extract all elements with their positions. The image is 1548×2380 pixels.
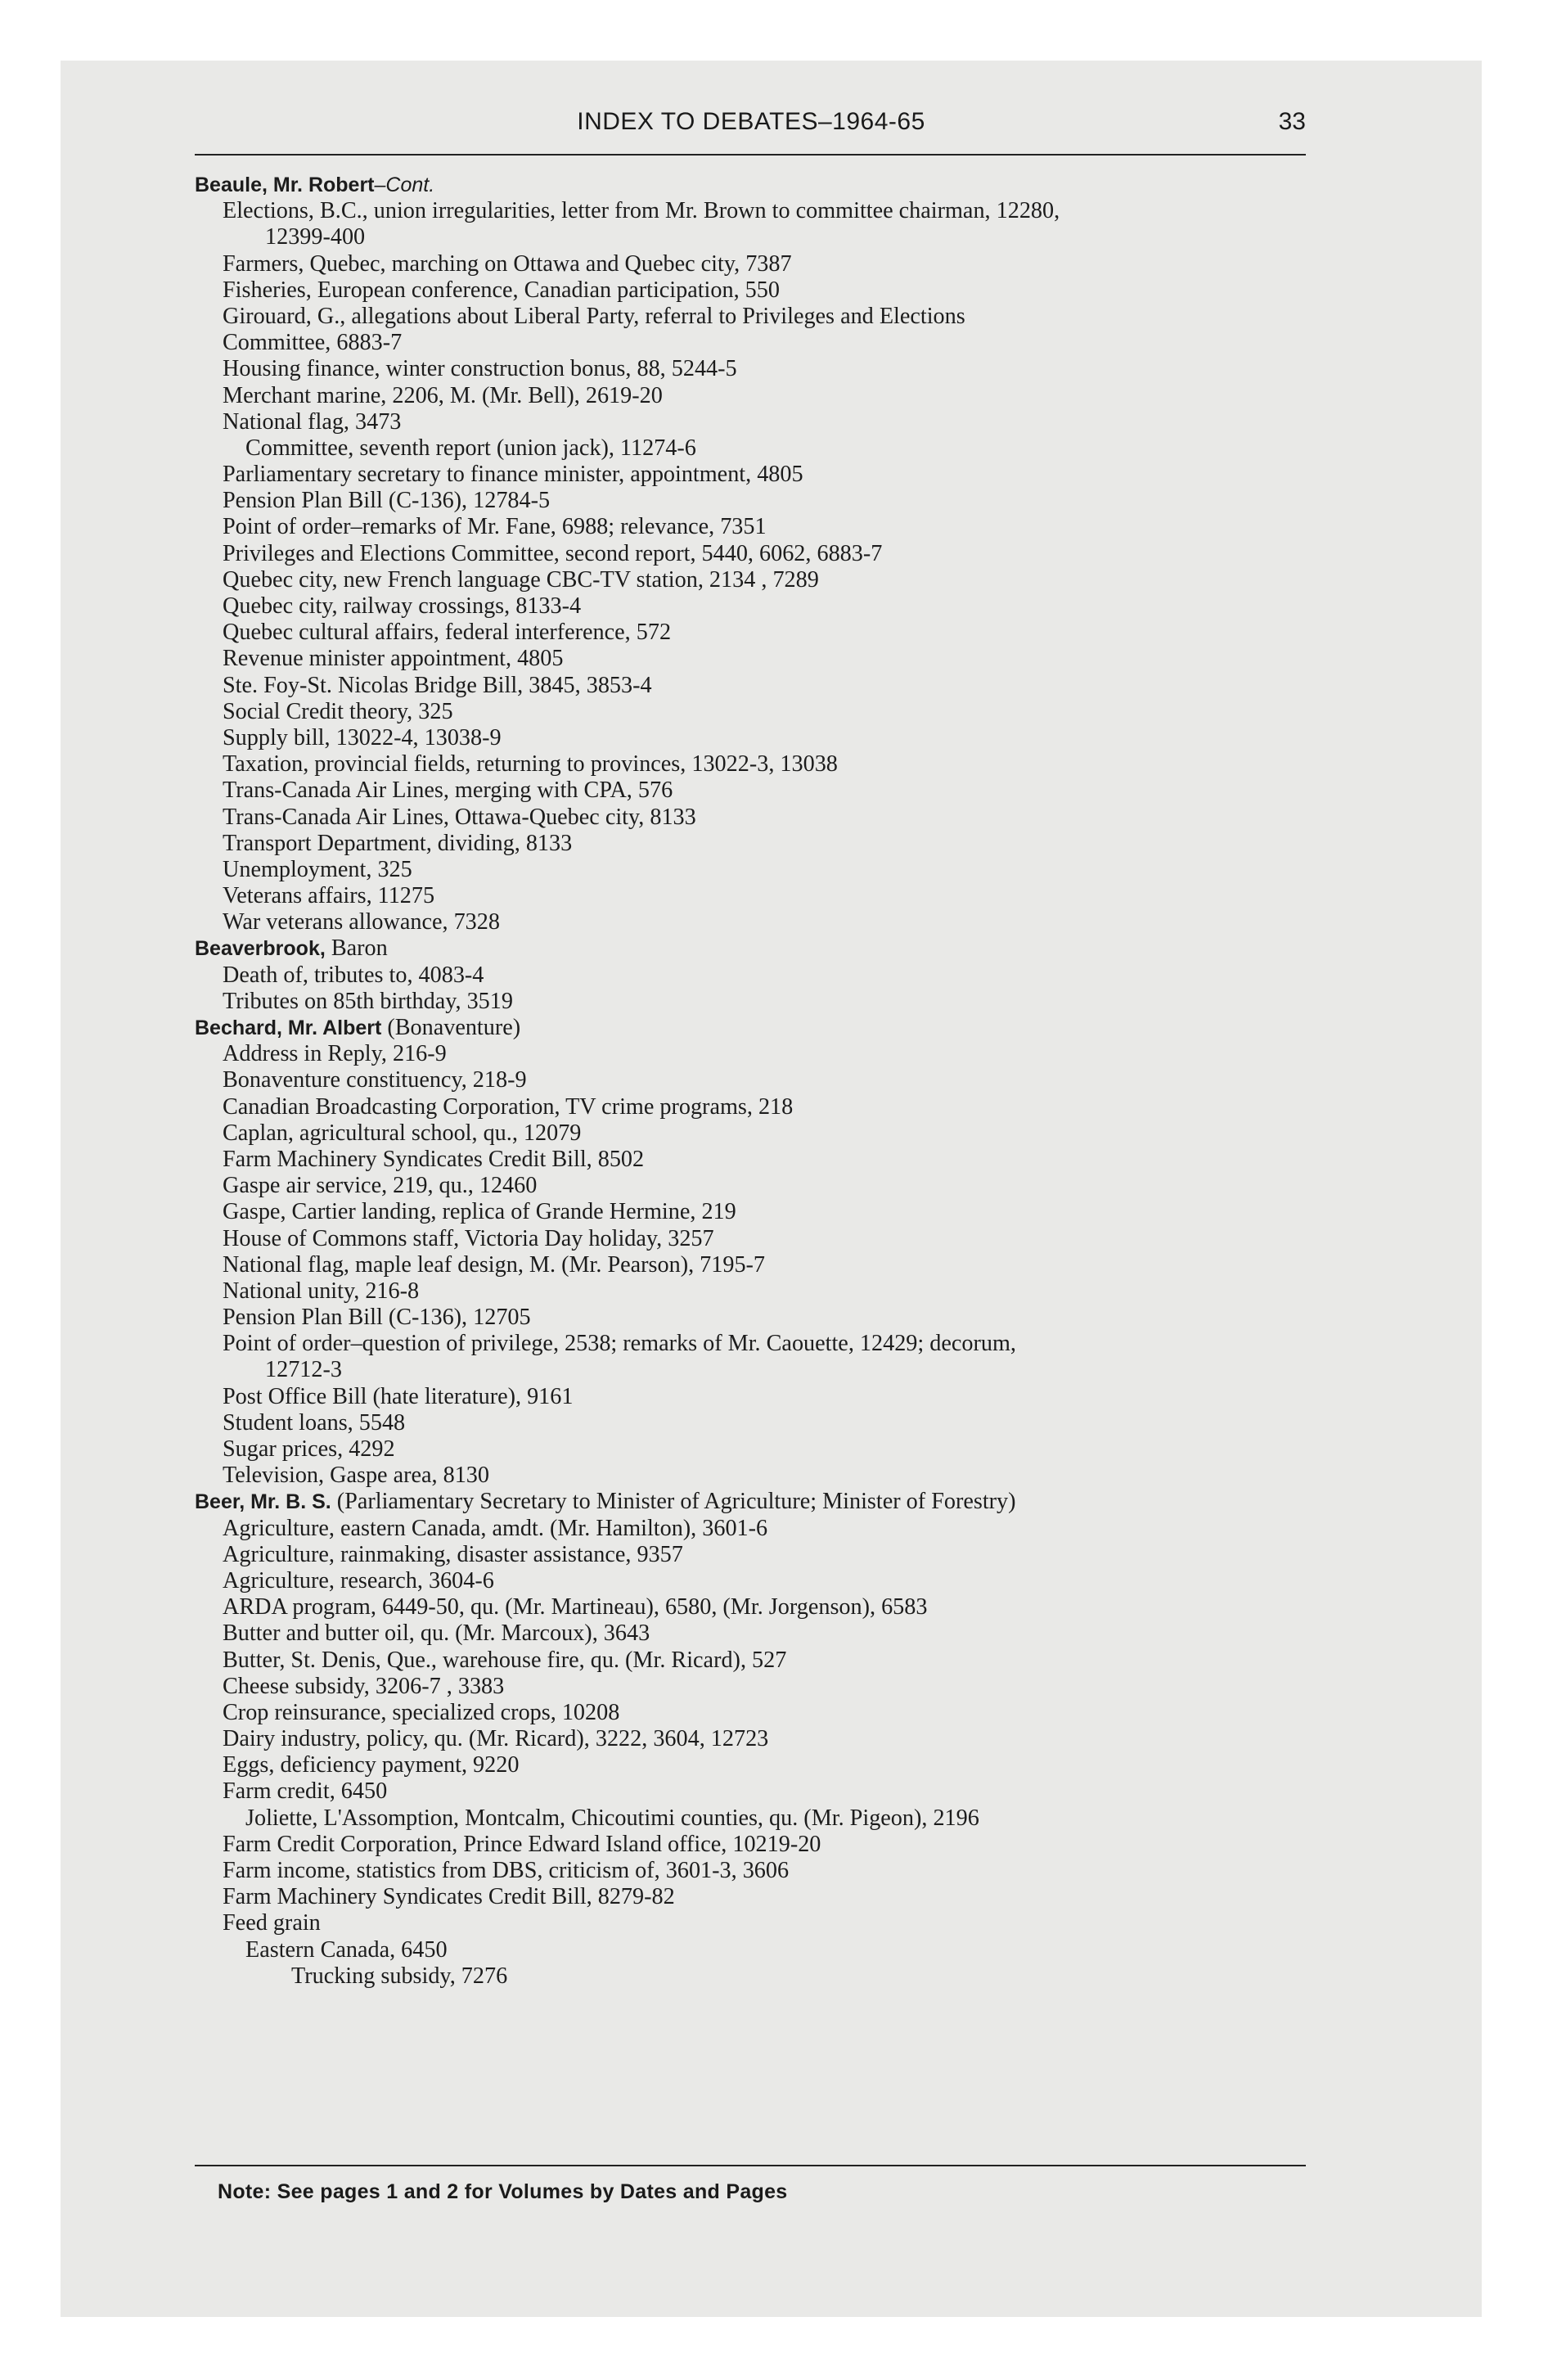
index-entry	[195, 646, 1316, 672]
entry-text: Post Office Bill (hate literature), 9161	[223, 1383, 574, 1409]
index-entry	[195, 1752, 1316, 1778]
index-entry	[195, 1700, 1316, 1726]
index-entry	[195, 1041, 1316, 1067]
entry-text: Beaverbrook,	[195, 937, 326, 961]
entry-text: Transport Department, dividing, 8133	[223, 830, 573, 856]
index-entry	[195, 1357, 1316, 1383]
index-entry	[195, 831, 1316, 857]
entry-text: National unity, 216-8	[223, 1278, 420, 1304]
entry-text: Television, Gaspe area, 8130	[223, 1463, 489, 1489]
entry-text: ARDA program, 6449-50, qu. (Mr. Martineau), 6580, (Mr. Jorgenson), 6583	[223, 1594, 928, 1620]
entry-text: Butter, St. Denis, Que., warehouse fire, qu. (Mr. Ricard), 527	[223, 1647, 787, 1673]
index-entry	[195, 620, 1316, 646]
entry-text: House of Commons staff, Victoria Day holiday, 3257	[223, 1225, 714, 1251]
index-entry	[195, 1067, 1316, 1093]
index-entry	[195, 989, 1316, 1015]
entry-text: Parliamentary secretary to finance minister, appointment, 4805	[223, 462, 803, 488]
index-entry	[195, 409, 1316, 435]
index-entry	[195, 1094, 1316, 1120]
index-entry	[195, 699, 1316, 725]
index-heading	[195, 172, 1316, 198]
entry-text: Point of order–remarks of Mr. Fane, 6988; relevance, 7351	[223, 514, 767, 540]
entry-text: National flag, 3473	[223, 408, 402, 435]
entry-text: Agriculture, eastern Canada, amdt. (Mr. Hamilton), 3601-6	[223, 1515, 768, 1541]
index-entry	[195, 224, 1316, 250]
entry-text: Agriculture, research, 3604-6	[223, 1567, 494, 1593]
index-entry	[195, 909, 1316, 935]
index-entry	[195, 778, 1316, 804]
index-entry	[195, 1278, 1316, 1305]
index-entry	[195, 1463, 1316, 1489]
entry-text: Gaspe, Cartier landing, replica of Grande Hermine, 219	[223, 1199, 736, 1225]
entry-text: National flag, maple leaf design, M. (Mr. Pearson), 7195-7	[223, 1251, 766, 1278]
index-entry	[195, 1674, 1316, 1700]
entry-text: Crop reinsurance, specialized crops, 10208	[223, 1699, 620, 1725]
entry-text: Quebec cultural affairs, federal interference, 572	[223, 620, 672, 646]
entry-text: Unemployment, 325	[223, 856, 412, 882]
index-entry	[195, 1568, 1316, 1594]
index-entry	[195, 1648, 1316, 1674]
index-entry	[195, 1384, 1316, 1410]
index-entry	[195, 567, 1316, 593]
index-entry	[195, 514, 1316, 540]
entry-text: Social Credit theory, 325	[223, 698, 453, 724]
index-entry	[195, 1884, 1316, 1910]
entry-text: Joliette, L'Assomption, Montcalm, Chicoutimi counties, qu. (Mr. Pigeon), 2196	[245, 1805, 979, 1831]
index-entry	[195, 1963, 1316, 1990]
index-entry	[195, 593, 1316, 620]
entry-text: Caplan, agricultural school, qu., 12079	[223, 1120, 582, 1146]
entry-text: Pension Plan Bill (C-136), 12705	[223, 1305, 531, 1331]
index-heading	[195, 1015, 1316, 1041]
index-entry	[195, 304, 1316, 330]
index-heading	[195, 1489, 1316, 1515]
entry-text: Dairy industry, policy, qu. (Mr. Ricard), 3222, 3604, 12723	[223, 1726, 769, 1752]
entry-text: Student loans, 5548	[223, 1409, 406, 1436]
page-number: 33	[1278, 108, 1306, 135]
index-entry	[195, 1305, 1316, 1331]
index-entry	[195, 277, 1316, 304]
index-entry	[195, 435, 1316, 462]
index-entry	[195, 198, 1316, 224]
index-entry	[195, 1910, 1316, 1936]
entry-text: Agriculture, rainmaking, disaster assistance, 9357	[223, 1541, 683, 1567]
entry-text: Trans-Canada Air Lines, Ottawa-Quebec city, 8133	[223, 804, 696, 830]
entry-text: Merchant marine, 2206, M. (Mr. Bell), 2619-20	[223, 382, 663, 408]
entry-text: Address in Reply, 216-9	[223, 1041, 447, 1067]
entry-text: Supply bill, 13022-4, 13038-9	[223, 724, 502, 751]
index-entry	[195, 1120, 1316, 1147]
entry-text: Death of, tributes to, 4083-4	[223, 962, 484, 988]
index-entry	[195, 751, 1316, 778]
index-entry	[195, 1937, 1316, 1963]
index-entry	[195, 1147, 1316, 1173]
entry-text: Privileges and Elections Committee, second report, 5440, 6062, 6883-7	[223, 540, 883, 566]
index-entry	[195, 1832, 1316, 1858]
entry-text: 12712-3	[265, 1357, 342, 1383]
index-entry	[195, 488, 1316, 514]
index-entry	[195, 1199, 1316, 1225]
entry-text: Fisheries, European conference, Canadian participation, 550	[223, 277, 780, 303]
index-entry	[195, 462, 1316, 488]
index-entry	[195, 1778, 1316, 1805]
entry-text: Canadian Broadcasting Corporation, TV crime programs, 218	[223, 1093, 794, 1120]
entry-text: Farm Credit Corporation, Prince Edward Island office, 10219-20	[223, 1831, 821, 1857]
entry-text: Committee, seventh report (union jack), 11274-6	[245, 435, 696, 461]
entry-text: Farmers, Quebec, marching on Ottawa and Quebec city, 7387	[223, 250, 792, 277]
entry-text: Feed grain	[223, 1910, 321, 1936]
index-entry	[195, 1594, 1316, 1620]
entry-text: Trans-Canada Air Lines, merging with CPA, 576	[223, 778, 673, 804]
entry-text: Farm credit, 6450	[223, 1778, 388, 1805]
entry-text: Ste. Foy-St. Nicolas Bridge Bill, 3845, 3853-4	[223, 672, 652, 698]
index-entry	[195, 1858, 1316, 1884]
entry-text: Tributes on 85th birthday, 3519	[223, 988, 513, 1014]
entry-text: 12399-400	[265, 224, 366, 250]
entry-text: Quebec city, new French language CBC-TV station, 2134 , 7289	[223, 566, 819, 593]
running-header	[196, 103, 1306, 152]
entry-text: Farm Machinery Syndicates Credit Bill, 8279-82	[223, 1884, 675, 1910]
header-rule	[195, 154, 1306, 156]
index-entry	[195, 805, 1316, 831]
entry-text: Beer, Mr. B. S.	[195, 1490, 331, 1514]
entry-qualifier: (Parliamentary Secretary to Minister of Agriculture; Minister of Forestry)	[331, 1489, 1016, 1515]
index-entries	[195, 172, 1316, 1990]
entry-text: Point of order–question of privilege, 2538; remarks of Mr. Caouette, 12429; decorum,	[223, 1331, 1016, 1357]
entry-text: Farm Machinery Syndicates Credit Bill, 8502	[223, 1146, 645, 1172]
entry-text: Sugar prices, 4292	[223, 1436, 395, 1462]
index-entry	[195, 1726, 1316, 1752]
entry-text: Pension Plan Bill (C-136), 12784-5	[223, 488, 551, 514]
entry-text: Gaspe air service, 219, qu., 12460	[223, 1173, 538, 1199]
entry-text: Eastern Canada, 6450	[245, 1936, 448, 1963]
index-entry	[195, 1542, 1316, 1568]
entry-text: Elections, B.C., union irregularities, letter from Mr. Brown to committee chairman, 12280,	[223, 198, 1060, 224]
index-entry	[195, 330, 1316, 356]
index-entry	[195, 1805, 1316, 1832]
index-entry	[195, 1331, 1316, 1357]
index-entry	[195, 1410, 1316, 1436]
entry-text: Committee, 6883-7	[223, 330, 403, 356]
entry-text: War veterans allowance, 7328	[223, 909, 500, 935]
index-entry	[195, 1173, 1316, 1199]
page-title: INDEX TO DEBATES–1964-65	[577, 108, 925, 135]
index-entry	[195, 251, 1316, 277]
entry-text: Eggs, deficiency payment, 9220	[223, 1752, 520, 1778]
entry-text: Beaule, Mr. Robert	[195, 174, 375, 196]
index-entry	[195, 883, 1316, 909]
index-entry	[195, 1516, 1316, 1542]
index-entry	[195, 1436, 1316, 1463]
entry-text: Quebec city, railway crossings, 8133-4	[223, 593, 582, 619]
entry-text: Trucking subsidy, 7276	[291, 1963, 508, 1989]
entry-text: Bonaventure constituency, 218-9	[223, 1067, 527, 1093]
entry-text: Cheese subsidy, 3206-7 , 3383	[223, 1673, 505, 1699]
entry-qualifier: Baron	[325, 935, 388, 962]
entry-text: Farm income, statistics from DBS, criticism of, 3601-3, 3606	[223, 1858, 790, 1883]
index-entry	[195, 541, 1316, 567]
index-entry	[195, 1226, 1316, 1252]
entry-text: Butter and butter oil, qu. (Mr. Marcoux), 3643	[223, 1620, 650, 1647]
footer-rule	[195, 2165, 1306, 2166]
footer-note: Note: See pages 1 and 2 for Volumes by Dates and Pages	[218, 2180, 788, 2203]
entry-qualifier: (Bonaventure)	[381, 1015, 521, 1040]
entry-text: Veterans affairs, 11275	[223, 883, 435, 909]
entry-text: Taxation, provincial fields, returning to provinces, 13022-3, 13038	[223, 751, 838, 778]
index-entry	[195, 857, 1316, 883]
index-heading	[195, 935, 1316, 962]
index-entry	[195, 962, 1316, 989]
entry-text: Housing finance, winter construction bonus, 88, 5244-5	[223, 356, 737, 382]
index-entry	[195, 1620, 1316, 1647]
index-entry	[195, 673, 1316, 699]
entry-text: Bechard, Mr. Albert	[195, 1016, 382, 1039]
entry-text: Revenue minister appointment, 4805	[223, 646, 564, 672]
index-entry	[195, 356, 1316, 382]
index-entry	[195, 1252, 1316, 1278]
entry-text: Girouard, G., allegations about Liberal Party, referral to Privileges and Elections	[223, 303, 965, 329]
entry-continued: –Cont.	[374, 174, 435, 196]
index-entry	[195, 725, 1316, 751]
index-entry	[195, 383, 1316, 409]
